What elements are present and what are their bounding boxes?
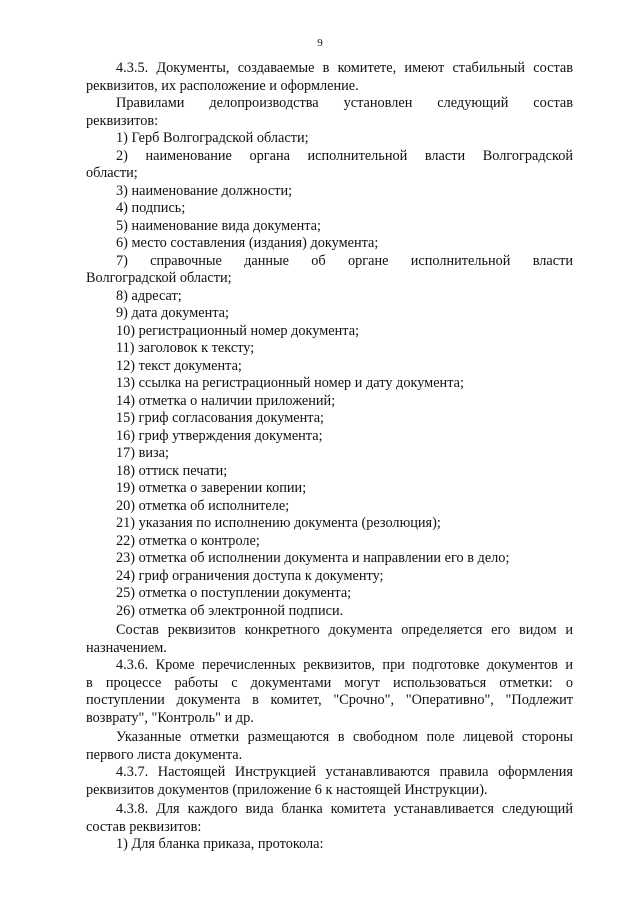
list-item: 7) справочные данные об органе исполнительной власти [116,252,573,269]
list-item: 19) отметка о заверении копии; [116,480,307,496]
text-line: Указанные отметки размещаются в свободном поле лицевой стороны [116,729,573,745]
list-item: 9) дата документа; [116,305,229,321]
list-item: 3) наименование должности; [116,182,293,199]
document-body [86,60,573,854]
text-line: 4.3.7. Настоящей Инструкцией устанавливаются правила оформления [116,764,573,780]
list-item: 17) виза; [116,445,169,461]
text-line: первого листа документа. [86,746,243,763]
text-line: 4.3.8. Для каждого вида бланка комитета устанавливается следующий [116,801,573,817]
text-line: Правилами делопроизводства установлен следующий состав [116,95,573,111]
list-item: 18) оттиск печати; [116,462,228,479]
list-item: 1) Герб Волгоградской области; [116,130,309,146]
list-item: 25) отметка о поступлении документа; [116,585,352,601]
text-line: реквизитов: [86,112,159,129]
list-item: 11) заголовок к тексту; [116,340,255,356]
text-line: назначением. [86,639,167,656]
list-item: 8) адресат; [116,287,182,304]
list-item: 6) место составления (издания) документа; [116,235,379,251]
list-item: 23) отметка об исполнении документа и направлении его в дело; [116,550,510,566]
text-line: 4.3.5. Документы, создаваемые в комитете, имеют стабильный состав [116,60,573,76]
list-item: 14) отметка о наличии приложений; [116,392,336,409]
list-item: 16) гриф утверждения документа; [116,427,323,444]
text-line: в процессе работы с документами могут использоваться отметки: о [86,674,573,691]
list-item: 15) гриф согласования документа; [116,410,325,426]
text-line: Волгоградской области; [86,270,232,286]
page-number: 9 [317,37,323,49]
list-item: 13) ссылка на регистрационный номер и дату документа; [116,375,464,391]
list-item: 20) отметка об исполнителе; [116,497,290,514]
text-line: Состав реквизитов конкретного документа определяется его видом и [116,622,573,638]
list-item: 12) текст документа; [116,357,242,374]
list-item: 21) указания по исполнению документа (резолюция); [116,515,441,531]
list-item: 24) гриф ограничения доступа к документу; [116,567,384,584]
list-item: 22) отметка о контроле; [116,532,260,549]
list-item: 2) наименование органа исполнительной власти Волгоградской [116,147,573,164]
text-line: реквизитов документов (приложение 6 к настоящей Инструкции). [86,781,488,798]
list-item: 26) отметка об электронной подписи. [116,602,344,619]
text-line: реквизитов, их расположение и оформление. [86,77,359,94]
text-line: 4.3.6. Кроме перечисленных реквизитов, при подготовке документов и [116,657,573,673]
list-item: 5) наименование вида документа; [116,217,321,234]
list-item: 4) подпись; [116,200,186,216]
text-line: состав реквизитов: [86,818,202,835]
list-item: 10) регистрационный номер документа; [116,322,360,339]
text-line: поступлении документа в комитет, "Срочно", "Оперативно", "Подлежит [86,692,573,708]
text-line: возврату", "Контроль" и др. [86,709,254,726]
list-item: 1) Для бланка приказа, протокола: [116,836,324,852]
text-line: области; [86,165,138,181]
